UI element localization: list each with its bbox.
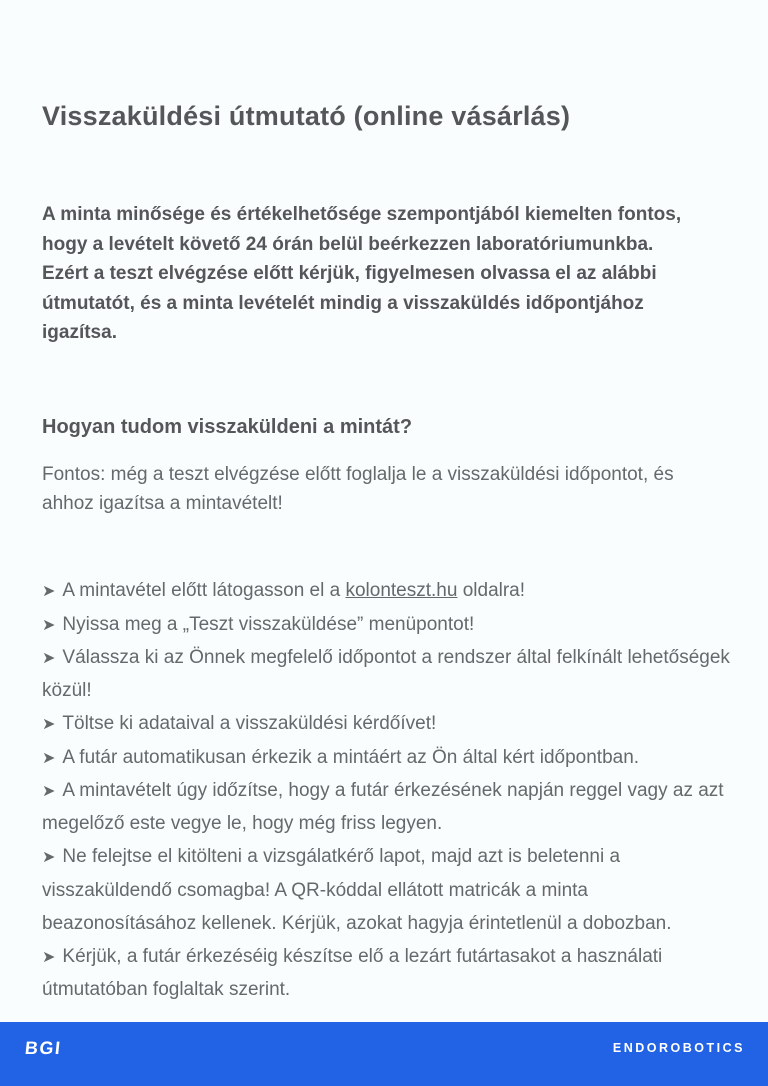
list-item: [42, 574, 734, 607]
step-text: A mintavétel előtt látogasson el a: [62, 580, 346, 602]
steps-list: [42, 574, 734, 1006]
step-text: oldalra!: [457, 580, 526, 602]
step-text: A mintavételt úgy időzítse, hogy a futár érkezésének napján reggel vagy az azt megelőző este vegye le, hogy még friss legyen.: [42, 779, 724, 835]
step-text: Kérjük, a futár érkezéséig készítse elő a lezárt futártasakot a használati útmutatóban foglaltak szerint.: [42, 946, 663, 1001]
step-text: Ne felejtse el kitölteni a vizsgálatkérő lapot, majd azt is beletenni a visszaküldendő csomagba! A QR-kóddal ellátott matricák a minta beazonosításához kellenek. Kérjük, azokat hagyja érintetlenül a dobozban.: [42, 846, 672, 934]
section-heading: Hogyan tudom visszaküldeni a mintát?: [42, 415, 413, 438]
arrow-bullet-icon: ➤: [42, 849, 56, 867]
arrow-bullet-icon: ➤: [42, 649, 56, 667]
list-item: [42, 840, 734, 940]
arrow-bullet-icon: ➤: [42, 616, 56, 634]
page-title: Visszaküldési útmutató (online vásárlás): [42, 101, 571, 131]
step-text: Nyissa meg a „Teszt visszaküldése” menüpontot!: [62, 613, 475, 635]
list-item: [42, 741, 734, 774]
list-item: [42, 608, 734, 641]
list-item: [42, 774, 734, 841]
important-note: Fontos: még a teszt elvégzése előtt foglalja le a visszaküldési időpontot, és ahhoz igazítsa a mintavételt!: [42, 463, 674, 515]
bgi-logo: BGI: [24, 1037, 63, 1058]
list-item: [42, 940, 734, 1007]
intro-paragraph: A minta minősége és értékelhetősége szempontjából kiemelten fontos, hogy a levételt követő 24 órán belül beérkezzen laboratóriumunkba. Ezért a teszt elvégzése előtt kérjük, figyelmesen olvassa el az alábbi útmutatót, és a minta levételét mindig a visszaküldés időpontjához igazítsa.: [42, 204, 682, 344]
arrow-bullet-icon: ➤: [42, 749, 56, 767]
step-text: A futár automatikusan érkezik a mintáért az Ön által kért időpontban.: [62, 746, 640, 768]
step-text: Töltse ki adataival a visszaküldési kérdőívet!: [62, 713, 437, 735]
footer-bar: [0, 1022, 768, 1086]
arrow-bullet-icon: ➤: [42, 949, 56, 967]
arrow-bullet-icon: ➤: [42, 716, 56, 734]
kolonteszt-link[interactable]: kolonteszt.hu: [345, 580, 458, 602]
arrow-bullet-icon: ➤: [42, 782, 56, 800]
step-text: Válassza ki az Önnek megfelelő időpontot a rendszer által felkínált lehetőségek közül!: [42, 646, 730, 702]
arrow-bullet-icon: ➤: [42, 583, 56, 601]
list-item: [42, 707, 734, 740]
endorobotics-logo: ENDOROBOTICS: [612, 1041, 745, 1055]
list-item: [42, 641, 734, 708]
